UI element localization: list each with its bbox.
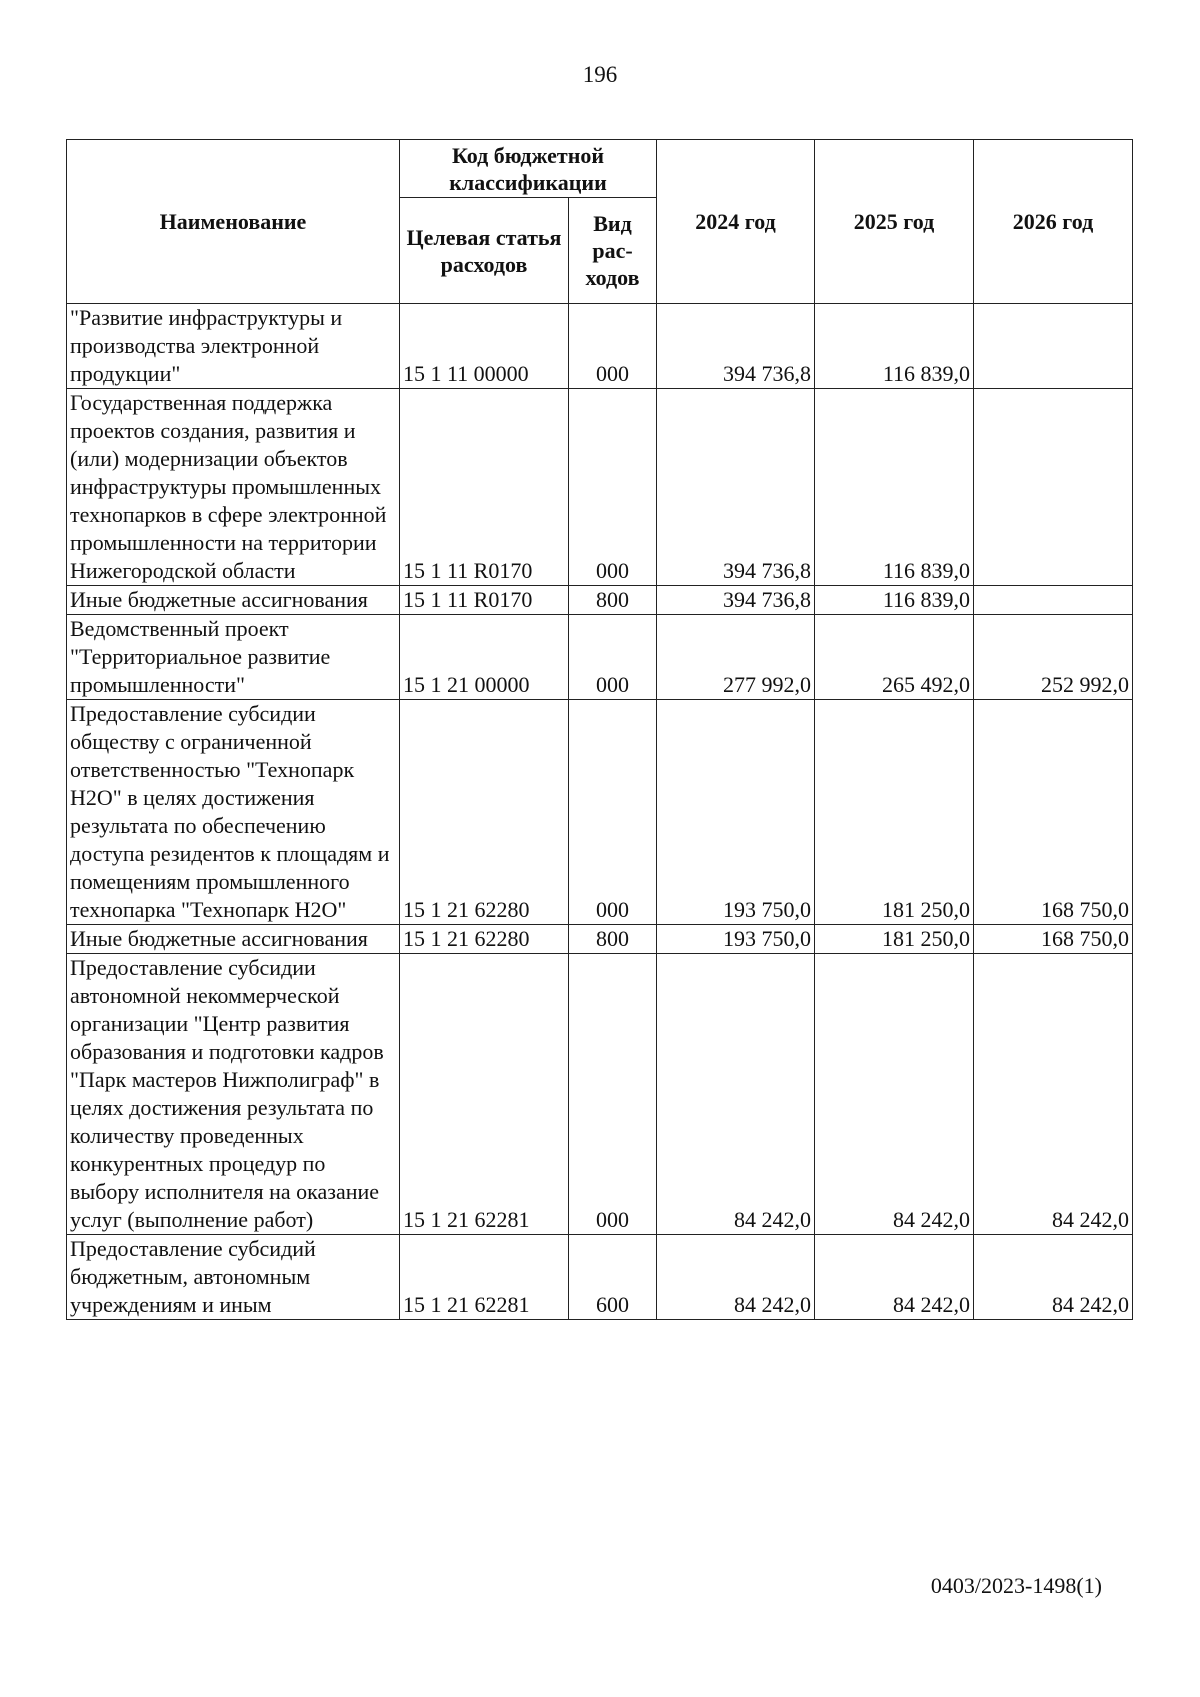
row-value-2025: 116 839,0 [815,389,974,586]
table-row [67,615,1133,700]
row-value-2026: 84 242,0 [974,954,1133,1235]
row-value-2024: 277 992,0 [657,615,815,700]
row-value-2024: 193 750,0 [657,700,815,925]
page-number: 196 [582,62,618,87]
header-2024: 2024 год [657,140,815,304]
table-row [67,389,1133,586]
row-value-2024: 84 242,0 [657,1235,815,1320]
row-value-2026 [974,389,1133,586]
row-value-2026: 252 992,0 [974,615,1133,700]
row-expense-kind: 800 [569,925,657,954]
table-row [67,700,1133,925]
row-target-code: 15 1 11 00000 [400,304,569,389]
row-value-2025: 84 242,0 [815,954,974,1235]
table-body [67,304,1133,1320]
row-expense-kind: 000 [569,304,657,389]
header-target-article: Целевая статья расходов [400,198,569,304]
row-target-code: 15 1 21 62281 [400,1235,569,1320]
row-target-code: 15 1 21 62281 [400,954,569,1235]
row-name: Предоставление субсидии обществу с ограниченной ответственностью "Технопарк Н2О" в целях достижения результата по обеспечению доступа резидентов к площадям и помещениям промышленного технопарка "Технопарк Н2О" [67,700,400,925]
row-name: Предоставление субсидии автономной некоммерческой организации "Центр развития образования и подготовки кадров "Парк мастеров Нижполиграф" в целях достижения результата по количеству проведенных конкурентных процедур по выбору исполнителя на оказание услуг (выполнение работ) [67,954,400,1235]
table-row [67,925,1133,954]
row-value-2024: 394 736,8 [657,389,815,586]
row-value-2026: 168 750,0 [974,925,1133,954]
row-expense-kind: 000 [569,615,657,700]
row-name: Предоставление субсидий бюджетным, автономным учреждениям и иным [67,1235,400,1320]
row-value-2024: 193 750,0 [657,925,815,954]
row-value-2025: 84 242,0 [815,1235,974,1320]
row-value-2026: 168 750,0 [974,700,1133,925]
header-name: Наименование [67,140,400,304]
header-code-group: Код бюджетной классификации [400,140,657,198]
row-value-2026 [974,586,1133,615]
row-expense-kind: 000 [569,954,657,1235]
row-value-2025: 181 250,0 [815,925,974,954]
row-name: Государственная поддержка проектов создания, развития и (или) модернизации объектов инфраструктуры промышленных технопарков в сфере электронной промышленности на территории Нижегородской области [67,389,400,586]
header-2025: 2025 год [815,140,974,304]
document-code: 0403/2023-1498(1) [930,1573,1102,1598]
row-target-code: 15 1 11 R0170 [400,389,569,586]
row-name: Ведомственный проект "Территориальное развитие промышленности" [67,615,400,700]
row-name: Иные бюджетные ассигнования [67,925,400,954]
row-value-2026 [974,304,1133,389]
row-target-code: 15 1 21 62280 [400,925,569,954]
row-value-2024: 394 736,8 [657,304,815,389]
row-value-2025: 181 250,0 [815,700,974,925]
table-row [67,586,1133,615]
row-value-2026: 84 242,0 [974,1235,1133,1320]
row-target-code: 15 1 21 62280 [400,700,569,925]
row-target-code: 15 1 21 00000 [400,615,569,700]
row-name: "Развитие инфраструктуры и производства электронной продукции" [67,304,400,389]
row-value-2024: 394 736,8 [657,586,815,615]
table-row [67,304,1133,389]
row-value-2025: 265 492,0 [815,615,974,700]
budget-table [66,139,1133,1320]
row-target-code: 15 1 11 R0170 [400,586,569,615]
table-row [67,954,1133,1235]
row-name: Иные бюджетные ассигнования [67,586,400,615]
row-value-2025: 116 839,0 [815,304,974,389]
table-row [67,1235,1133,1320]
header-2026: 2026 год [974,140,1133,304]
row-expense-kind: 800 [569,586,657,615]
row-value-2025: 116 839,0 [815,586,974,615]
row-expense-kind: 000 [569,389,657,586]
row-expense-kind: 000 [569,700,657,925]
row-value-2024: 84 242,0 [657,954,815,1235]
row-expense-kind: 600 [569,1235,657,1320]
header-expense-kind: Вид рас- ходов [569,198,657,304]
